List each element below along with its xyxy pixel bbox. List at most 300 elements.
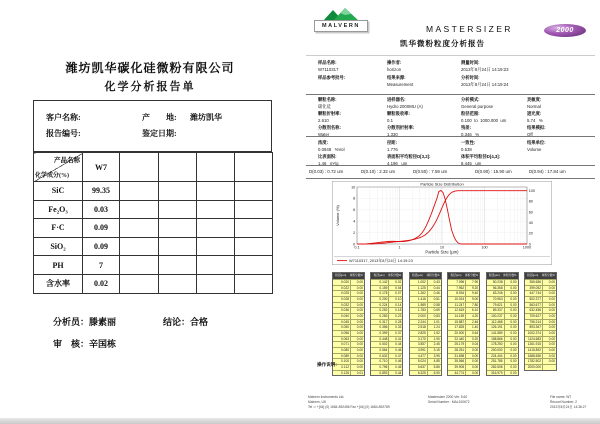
component-name-cell: 含水率: [34, 274, 83, 293]
empty-cell: [235, 182, 273, 201]
footer-line: Serial Number : MAL100672: [428, 400, 470, 405]
size-cell: 0.283: [371, 314, 389, 319]
field: [461, 154, 529, 166]
origin-label: 产 地:: [142, 113, 177, 122]
table-row: [371, 358, 402, 364]
volume-cell: 1.52: [433, 331, 440, 336]
analysis-row: [34, 200, 273, 219]
diag-product-label: 产品名称: [54, 157, 80, 164]
table-row: [487, 324, 518, 330]
table-row: [410, 353, 441, 359]
empty-cell: [197, 274, 235, 293]
volume-cell: 0.23: [395, 314, 402, 319]
analysis-row: [34, 237, 273, 256]
field-value: 2.610: [318, 118, 329, 124]
size-cell: 502.377: [525, 297, 543, 302]
field: [527, 140, 595, 152]
volume-cell: 0.58: [433, 302, 440, 307]
field-value: 0.0848 %Vol: [318, 147, 345, 153]
table-row: [487, 347, 518, 353]
percentile-value: D(0.03) : 0.72 um: [309, 169, 344, 174]
footer-line: Malvern, UK: [308, 400, 327, 405]
volume-cell: [543, 365, 556, 370]
table-row: [410, 347, 441, 353]
table-row: [487, 370, 518, 376]
size-cell: 7.962: [448, 286, 466, 291]
table-row: [525, 319, 556, 325]
volume-cell: 3.95: [433, 353, 440, 358]
volume-cell: 3.15: [433, 348, 440, 353]
size-header: 粒径(µm): [527, 274, 539, 277]
field-value: 碳化硅: [318, 104, 331, 110]
volume-cell: 0.44: [395, 370, 402, 375]
table-row: [448, 347, 479, 353]
svg-text:1000: 1000: [522, 245, 532, 250]
empty-cell: [197, 153, 235, 182]
size-cell: 0.893: [371, 371, 389, 376]
size-cell: 1.262: [410, 291, 428, 296]
size-cell: 0.159: [371, 286, 389, 291]
volume-cell: 6.10: [471, 308, 479, 313]
size-cell: 709.627: [525, 314, 543, 319]
table-row: [487, 353, 518, 359]
size-header: 粒径(µm): [488, 274, 500, 277]
divider: [306, 94, 595, 95]
field: [318, 75, 386, 81]
empty-cell: [197, 200, 235, 219]
table-row: [371, 307, 402, 313]
size-cell: 1.125: [410, 286, 428, 291]
table-row: [333, 302, 364, 308]
size-cell: 0.224: [371, 303, 389, 308]
table-row: [448, 336, 479, 342]
table-row: [371, 330, 402, 336]
empty-cell: [159, 153, 197, 182]
size-cell: 893.367: [525, 325, 543, 330]
volume-cell: 0.00: [356, 325, 363, 330]
volume-cell: 9.40: [471, 291, 479, 296]
table-row: [448, 319, 479, 325]
table-row: [487, 302, 518, 308]
field: [387, 97, 455, 109]
volume-cell: 0.00: [548, 297, 555, 302]
svg-text:0: 0: [353, 242, 356, 247]
svg-text:10: 10: [351, 185, 356, 190]
volume-cell: 0.00: [548, 308, 555, 313]
volume-cell: 0.14: [395, 302, 402, 307]
table-row: [371, 313, 402, 319]
origin-value: 潍坊凯华: [190, 113, 222, 122]
report-no-label: 报告编号:: [46, 129, 81, 138]
field-label: 残差:: [461, 125, 472, 130]
volume-cell: 0.00: [548, 331, 555, 336]
table-row: [525, 330, 556, 336]
size-table-column: [409, 272, 442, 376]
volume-cell: 0.00: [510, 348, 517, 353]
field-value: 4.196 um: [387, 161, 408, 167]
table-row: [410, 307, 441, 313]
field-value: 0.538: [461, 147, 472, 153]
table-row: [333, 341, 364, 347]
empty-cell: [120, 182, 159, 201]
field-value: Measurement: [387, 82, 414, 88]
field-label: 颗粒折射率:: [318, 111, 341, 116]
field: [461, 140, 529, 152]
size-cell: 158.866: [487, 337, 505, 342]
table-row: [525, 324, 556, 330]
field-label: 操作者:: [387, 60, 402, 65]
size-header: 粒径(µm): [412, 274, 424, 277]
table-row: [371, 290, 402, 296]
volume-cell: 0.00: [510, 297, 517, 302]
volume-header: 体积分数%: [349, 274, 363, 277]
empty-cell: [197, 256, 235, 275]
footer-line: File name: W7: [550, 395, 572, 399]
volume-cell: 0.00: [548, 285, 555, 290]
volume-cell: 0.00: [548, 342, 555, 347]
size-cell: 0.126: [333, 371, 351, 376]
table-row: [371, 370, 402, 376]
size-table-column: [370, 272, 403, 376]
footer-line: 2013年8月24日 14:36:27: [550, 405, 587, 410]
field-value: 2013年8月24日 14:19:23: [461, 67, 509, 73]
size-cell: 22.440: [448, 337, 466, 342]
field-label: 粒径范围:: [461, 111, 480, 116]
table-row: [487, 279, 518, 285]
volume-cell: 9.00: [471, 297, 479, 302]
report-title-cn: 凯华微粉粒度分析报告: [400, 39, 485, 48]
volume-cell: 0.00: [471, 370, 479, 375]
size-cell: 0.502: [371, 342, 389, 347]
field: [387, 140, 455, 152]
size-cell: 3.557: [410, 342, 428, 347]
volume-cell: 4.20: [471, 314, 479, 319]
volume-cell: 0.00: [356, 308, 363, 313]
size-cell: 0.056: [333, 331, 351, 336]
table-row: [371, 364, 402, 370]
table-row: [525, 307, 556, 313]
size-cell: 399.052: [525, 286, 543, 291]
empty-cell: [235, 153, 273, 182]
size-cell: 0.252: [371, 308, 389, 313]
mastersizer-brand: MASTERSIZER: [426, 24, 513, 34]
table-row: [410, 324, 441, 330]
volume-cell: 0.69: [433, 308, 440, 313]
size-cell: 31.698: [448, 354, 466, 359]
volume-cell: 0.00: [356, 365, 363, 370]
volume-cell: 0.20: [471, 336, 479, 341]
size-cell: 0.089: [333, 354, 351, 359]
volume-cell: 0.00: [510, 353, 517, 358]
volume-cell: 1.40: [471, 325, 479, 330]
size-cell: 89.337: [487, 308, 505, 313]
table-row: [410, 330, 441, 336]
table-row: [371, 324, 402, 330]
table-row: [525, 285, 556, 291]
table-row: [525, 341, 556, 347]
size-cell: 17.825: [448, 325, 466, 330]
size-cell: 2000.000: [525, 365, 543, 370]
field-label: 分散剂折射率:: [387, 125, 415, 130]
component-value-cell: 0.02: [83, 274, 120, 293]
table-row: [448, 341, 479, 347]
volume-cell: 0.47: [395, 353, 402, 358]
size-cell: 3.170: [410, 337, 428, 342]
empty-cell: [159, 219, 197, 238]
table-row: [525, 302, 556, 308]
field-value: General purpose: [461, 104, 494, 110]
volume-cell: 0.00: [510, 302, 517, 307]
table-row: [487, 307, 518, 313]
size-cell: 0.028: [333, 297, 351, 302]
table-row: [448, 364, 479, 370]
field: [527, 97, 595, 109]
mastersizer-2000-badge: 2000: [544, 24, 586, 37]
field-label: 分散剂名称:: [318, 125, 341, 130]
footer-malvern-address: [308, 395, 390, 410]
volume-cell: 0.01: [356, 370, 363, 375]
volume-cell: 0.00: [356, 319, 363, 324]
size-cell: 0.710: [371, 359, 389, 364]
size-cell: 1.416: [410, 297, 428, 302]
table-row: [333, 353, 364, 359]
empty-cell: [120, 200, 159, 219]
size-cell: 11.247: [448, 303, 466, 308]
field-label: 进样器名:: [387, 97, 406, 102]
volume-cell: 0.64: [471, 331, 479, 336]
empty-cell: [197, 219, 235, 238]
field: [387, 75, 455, 87]
size-cell: 20.000: [448, 331, 466, 336]
field: [387, 125, 455, 137]
field: [527, 125, 595, 137]
field-value: 5.74 %: [527, 118, 543, 124]
size-cell: 1415.892: [525, 348, 543, 353]
volume-header: 体积分数%: [503, 274, 517, 277]
footer-line: Mastersizer 2000 Ver. 5.60: [428, 395, 468, 399]
size-cell: 316.979: [487, 371, 505, 376]
svg-text:6: 6: [353, 208, 356, 213]
volume-cell: 1.90: [433, 336, 440, 341]
svg-text:2: 2: [353, 230, 356, 235]
footer-line: Tel := +[44] (0) 1684-892456 Fax +[44] (0) 1684-892789: [308, 405, 390, 410]
volume-cell: 0.00: [471, 353, 479, 358]
table-row: [333, 370, 364, 376]
field-label: 灵敏度:: [527, 97, 542, 102]
field: [318, 154, 386, 166]
field-value: 8.445 um: [461, 161, 482, 167]
footer-instrument-info: [428, 395, 470, 405]
volume-cell: 0.00: [548, 280, 555, 284]
component-value-cell: 0.09: [83, 237, 120, 256]
svg-text:Particle Size Distribution: Particle Size Distribution: [420, 181, 464, 187]
volume-cell: 0.00: [510, 331, 517, 336]
volume-cell: 0.51: [433, 297, 440, 302]
table-row: [410, 296, 441, 302]
volume-cell: 0.00: [471, 348, 479, 353]
volume-header: 体积分数%: [464, 274, 478, 277]
volume-cell: 0.00: [510, 325, 517, 330]
volume-cell: 0.43: [433, 280, 440, 284]
percentile-value: D(0.94) : 17.84 um: [529, 169, 566, 174]
table-row: [448, 307, 479, 313]
size-cell: 3.991: [410, 348, 428, 353]
field: [318, 97, 386, 110]
table-row: [410, 302, 441, 308]
volume-cell: 0.00: [356, 342, 363, 347]
volume-cell: 0.00: [356, 280, 363, 284]
chemical-table: [33, 152, 272, 294]
svg-text:10: 10: [439, 245, 445, 250]
size-cell: 63.246: [487, 291, 505, 296]
empty-cell: [120, 219, 159, 238]
size-cell: 0.020: [333, 280, 351, 285]
field-label: 样品参考批号:: [318, 75, 346, 80]
size-cell: 2.518: [410, 325, 428, 330]
size-cell: 14.159: [448, 314, 466, 319]
size-cell: 6.325: [410, 371, 428, 376]
table-row: [333, 290, 364, 296]
diagonal-header-cell: [34, 153, 83, 182]
svg-text:W7110317, 2013年8月24日 14:19:23: W7110317, 2013年8月24日 14:19:23: [349, 257, 413, 263]
size-cell: 4.477: [410, 354, 428, 359]
empty-cell: [235, 200, 273, 219]
product-name-cell: W7: [83, 153, 120, 182]
table-row: [410, 319, 441, 325]
table-row: [333, 285, 364, 291]
volume-cell: 9.20: [471, 285, 479, 290]
mastersizer-report: [300, 0, 600, 424]
size-cell: 0.036: [333, 308, 351, 313]
field-label: 测量时间:: [461, 60, 480, 65]
table-row: [525, 347, 556, 353]
table-row: [410, 336, 441, 342]
volume-cell: 4.85: [433, 359, 440, 364]
field-label: 径距:: [387, 140, 398, 145]
svg-text:0: 0: [528, 242, 531, 247]
table-row: [333, 358, 364, 364]
field-value: horizon: [387, 67, 402, 73]
volume-cell: 0.00: [510, 280, 517, 284]
volume-cell: 0.00: [510, 336, 517, 341]
size-table-column: [332, 272, 365, 376]
field-label: 样品名称:: [318, 60, 337, 65]
field-value: 0.1: [387, 118, 393, 124]
size-cell: 0.025: [333, 291, 351, 296]
size-cell: 1002.374: [525, 331, 543, 336]
field-value: 1.330: [387, 132, 398, 138]
table-row: [448, 279, 479, 285]
table-row: [448, 302, 479, 308]
page-edge: [0, 418, 600, 424]
divider: [306, 55, 595, 56]
table-row: [525, 279, 556, 285]
size-table-column: [447, 272, 480, 376]
size-cell: 10.024: [448, 297, 466, 302]
volume-cell: 0.44: [433, 285, 440, 290]
size-cell: 25.179: [448, 342, 466, 347]
date-label: 鉴定日期:: [142, 129, 177, 138]
size-cell: 2.000: [410, 314, 428, 319]
volume-cell: 0.00: [510, 359, 517, 364]
empty-cell: [120, 256, 159, 275]
table-row: [487, 296, 518, 302]
volume-cell: 7.90: [471, 280, 479, 284]
table-row: [371, 302, 402, 308]
size-cell: 0.032: [333, 303, 351, 308]
table-row: [487, 364, 518, 370]
volume-cell: 1.01: [433, 319, 440, 324]
svg-text:60: 60: [528, 210, 533, 215]
table-row: [487, 330, 518, 336]
volume-cell: 0.00: [510, 319, 517, 324]
volume-cell: 0.37: [395, 331, 402, 336]
percentile-row: [300, 169, 600, 177]
size-cell: 0.356: [371, 325, 389, 330]
volume-cell: 0.00: [548, 359, 555, 364]
size-cell: 39.905: [448, 365, 466, 370]
table-row: [410, 279, 441, 285]
size-table-column: [486, 272, 519, 376]
size-cell: 0.112: [333, 365, 351, 370]
field: [461, 75, 529, 88]
size-cell: 100.237: [487, 314, 505, 319]
volume-cell: 0.00: [510, 308, 517, 313]
size-header: 粒径(µm): [373, 274, 385, 277]
empty-cell: [235, 219, 273, 238]
table-row: [333, 307, 364, 313]
table-row: [371, 336, 402, 342]
size-cell: 282.508: [487, 365, 505, 370]
component-name-cell: Fe₂O₃: [34, 200, 83, 219]
table-row: [371, 279, 402, 285]
field-value: 2013年8月24日 14:19:24: [461, 82, 509, 88]
table-row: [333, 324, 364, 330]
percentile-value: D(0.10) : 2.32 um: [361, 169, 396, 174]
empty-cell: [120, 274, 159, 293]
table-row: [487, 285, 518, 291]
diag-composition-label: 化学成分(%): [35, 173, 69, 179]
percentile-value: D(0.50) : 7.59 um: [413, 169, 448, 174]
field-label: 结果单位:: [527, 140, 546, 145]
size-cell: 50.238: [487, 280, 505, 285]
field-label: 浓度:: [318, 140, 329, 145]
volume-cell: 0.00: [356, 336, 363, 341]
volume-cell: 0.46: [395, 348, 402, 353]
size-table-header: [333, 273, 364, 279]
size-cell: 79.621: [487, 303, 505, 308]
analysis-row: [34, 219, 273, 238]
table-row: [410, 364, 441, 370]
empty-cell: [235, 274, 273, 293]
table-row: [333, 364, 364, 370]
volume-cell: 0.00: [356, 314, 363, 319]
volume-cell: 0.04: [395, 285, 402, 290]
field-value: Volume: [527, 147, 542, 153]
size-cell: 563.677: [525, 303, 543, 308]
table-row: [371, 285, 402, 291]
size-cell: 0.063: [333, 337, 351, 342]
table-row: [448, 313, 479, 319]
size-cell: 12.619: [448, 308, 466, 313]
size-table-column: [524, 272, 557, 371]
volume-cell: 0.83: [433, 314, 440, 319]
size-cell: 0.317: [371, 320, 389, 325]
table-row: [448, 353, 479, 359]
component-value-cell: 0.03: [83, 200, 120, 219]
footer-line: Malvern Instruments Ltd.: [308, 395, 345, 399]
analysis-row: [34, 274, 273, 293]
